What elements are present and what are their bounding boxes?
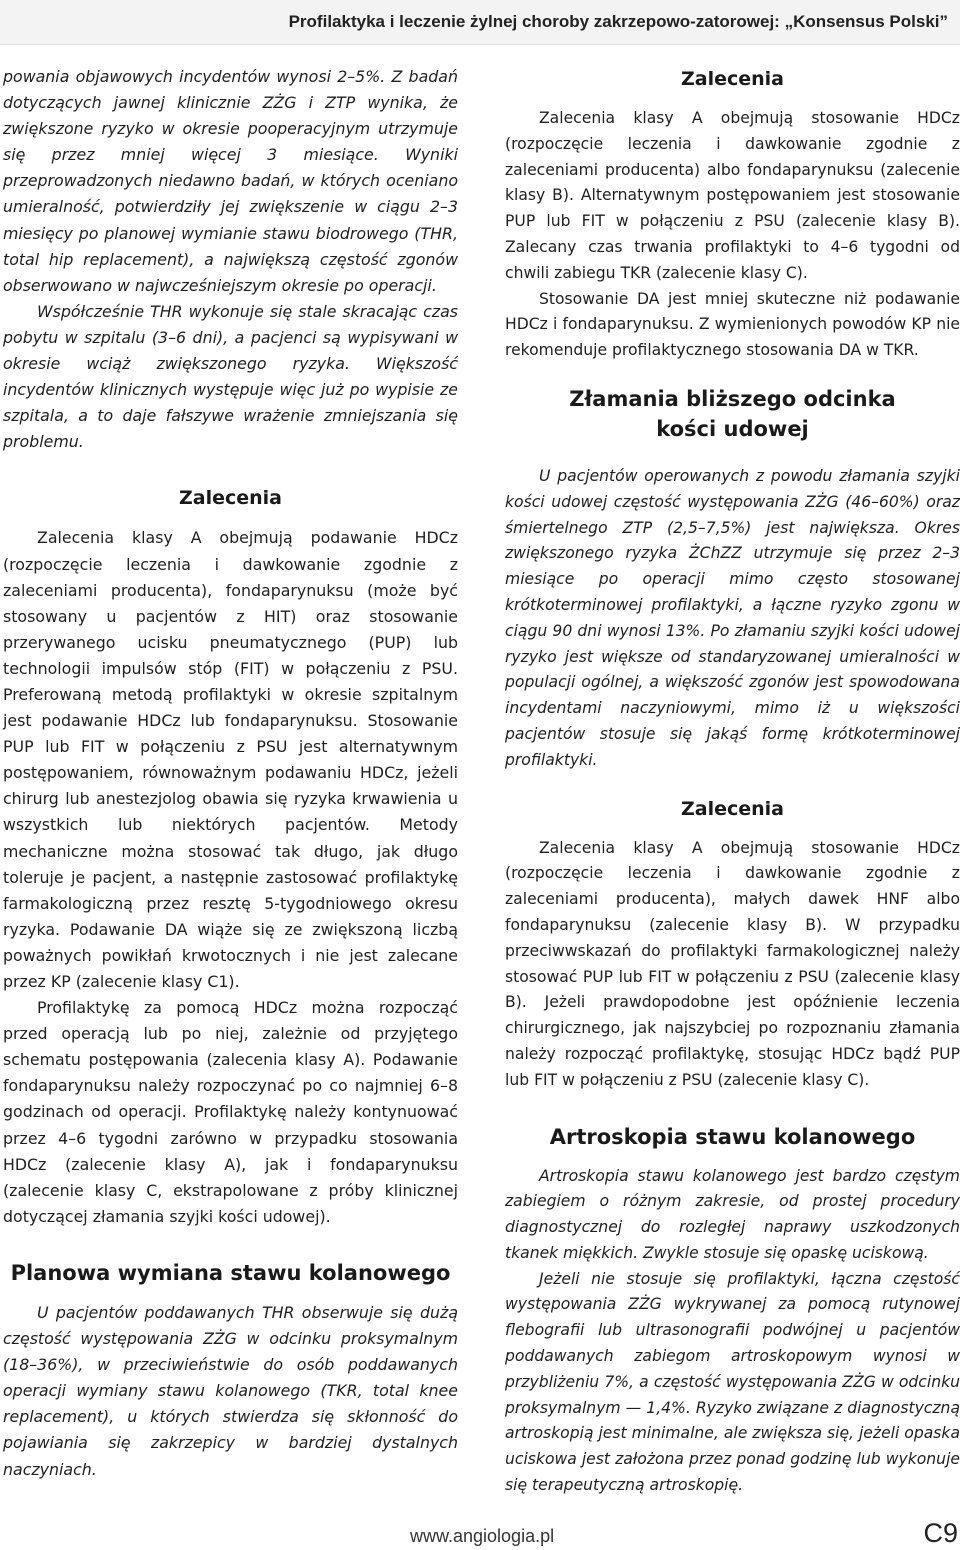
left-paragraph-3: Zalecenia klasy A obejmują podawanie HDCz (rozpoczęcie leczenia i dawkowanie zgodnie z zaleceniami producenta), fondaparynuksu (może być stosowany u pacjentów z HIT) oraz stosowanie przerywanego ucisku pneumatycznego (PUP) lub technologii impulsów stóp (FIT) w połączeniu z PSU. Preferowaną metodą profilaktyki w okresie szpitalnym jest podawanie HDCz lub fondaparynuksu. Stosowanie PUP lub FIT w połączeniu z PSU jest alternatywnym postępowaniem, równoważnym podawaniu HDCz, jeżeli chirurg lub anestezjolog obawia się ryzyka krwawienia u wszystkich lub niektórych pacjentów. Metody mechaniczne można stosować tak długo, jak długo toleruje je pacjent, a następnie zastosować profilaktykę farmakologiczną przez resztę 5-tygodniowego okresu ryzyka. Podawanie DA wiąże się ze zwiększoną liczbą poważnych powikłań krwotocznych i nie jest zalecane przez KP (zalecenie klasy C1). bbox=[3, 528, 458, 991]
running-title: Profilaktyka i leczenie żylnej choroby zakrzepowo-zatorowej: „Konsensus Polski” bbox=[288, 12, 948, 31]
page-number: C9 bbox=[923, 1518, 958, 1548]
right-heading-hip-fracture-line-1: Złamania bliższego odcinka bbox=[569, 386, 896, 411]
right-paragraph-2: Stosowanie DA jest mniej skuteczne niż podawanie HDCz i fondaparynuksu. Z wymienionych powodów KP nie rekomenduje profilaktycznego stosowania DA w TKR. bbox=[505, 289, 960, 360]
right-heading-recommendations-1: Zalecenia bbox=[680, 68, 784, 90]
right-heading-hip-fracture-line-2: kości udowej bbox=[656, 416, 809, 441]
right-heading-recommendations-2: Zalecenia bbox=[680, 797, 784, 820]
left-paragraph-5: U pacjentów poddawanych THR obserwuje się dużą częstość występowania ZŻG w odcinku proksymalnym (18–36%), w przeciwieństwie do osób poddawanych operacji wymiany stawu kolanowego (TKR, total knee replacement), u których stwierdza się skłonność do pojawiania się zakrzepicy w bardziej dystalnych naczyniach. bbox=[3, 1302, 458, 1479]
left-heading-recommendations: Zalecenia bbox=[178, 487, 282, 510]
right-paragraph-4: Zalecenia klasy A obejmują stosowanie HDCz (rozpoczęcie leczenia i dawkowanie zgodnie z zaleceniami producenta), małych dawek HNF albo fondaparynuksu (zalecenie klasy B). W przypadku przeciwwskazań do profilaktyki farmakologicznej należy stosować PUP lub FIT w połączeniu z PSU (zalecenie klasy B). Jeżeli prawdopodobne jest opóźnienie leczenia chirurgicznego, jak najszybciej po rozpoznaniu złamania należy rozpocząć profilaktykę, stosując HDCz bądź PUP lub FIT w połączeniu z PSU (zalecenie klasy C). bbox=[505, 838, 960, 1089]
right-paragraph-1: Zalecenia klasy A obejmują stosowanie HDCz (rozpoczęcie leczenia i dawkowanie zgodnie z zaleceniami producenta) albo fondaparynuksu (zalecenie klasy B). Alternatywnym postępowaniem jest stosowanie PUP lub FIT w połączeniu z PSU (zalecenie klasy B). Zalecany czas trwania profilaktyki to 4–6 tygodni od chwili zabiegu TKR (zalecenie klasy C). bbox=[505, 109, 960, 282]
footer-url: www.angiologia.pl bbox=[410, 1526, 555, 1546]
left-paragraph-1: powania objawowych incydentów wynosi 2–5%. Z badań dotyczących jawnej klinicznie ZŻG i ZTP wynika, że zwiększone ryzyko w okresie pooperacyjnym utrzymuje się przez mniej więcej 3 miesiące. Wyniki przeprowadzonych niedawno badań, w których oceniano umieralność, potwierdziły jej zwiększenie w ciągu 2–3 miesięcy po planowej wymianie stawu biodrowego (THR, total hip replacement), a największą częstość zgonów obserwowano w najwcześniejszym okresie po operacji. bbox=[3, 67, 458, 295]
left-heading-knee-replacement: Planowa wymiana stawu kolanowego bbox=[10, 1260, 451, 1285]
right-heading-arthroscopy: Artroskopia stawu kolanowego bbox=[549, 1124, 916, 1149]
right-paragraph-6: Jeżeli nie stosuje się profilaktyki, łączna częstość występowania ZŻG wykrywanej za pomocą rutynowej flebografii lub ultrasonografii podwójnej u pacjentów poddawanych zabiegom artroskopowym wynosi w przybliżeniu 7%, a częstość występowania ZŻG w odcinku proksymalnym — 1,4%. Ryzyko związane z diagnostyczną artroskopią jest minimalne, ale zwiększa się, jeżeli opaska uciskowa jest założona przez ponad godzinę lub wykonuje się terapeutyczną artroskopię. bbox=[505, 1269, 960, 1495]
right-column bbox=[505, 64, 960, 1499]
left-column bbox=[3, 64, 458, 1483]
right-paragraph-5: Artroskopia stawu kolanowego jest bardzo częstym zabiegiem o różnym zakresie, od prostej procedury diagnostycznej do rozległej naprawy uszkodzonych tkanek miękkich. Zwykle stosuje się opaskę uciskową. bbox=[505, 1166, 960, 1262]
left-paragraph-4: Profilaktykę za pomocą HDCz można rozpocząć przed operacją lub po niej, zależnie od przyjętego schematu postępowania (zalecenia klasy A). Podawanie fondaparynuksu należy rozpoczynać po co najmniej 6–8 godzinach od operacji. Profilaktykę należy kontynuować przez 4–6 tygodni zarówno w przypadku stosowania HDCz (zalecenie klasy A), jak i fondaparynuksu (zalecenie klasy C, ekstrapolowane z próby klinicznej dotyczącej złamania szyjki kości udowej). bbox=[3, 998, 458, 1226]
right-heading-hip-fracture bbox=[505, 384, 960, 444]
right-paragraph-3: U pacjentów operowanych z powodu złamania szyjki kości udowej częstość występowania ZŻG (46–60%) oraz śmiertelnego ZTP (2,5–7,5%) jest największa. Okres zwiększonego ryzyka ŻChZZ utrzymuje się przez 2–3 miesiące po operacji mimo często stosowanej krótkoterminowej profilaktyki, a łączne ryzyko zgonu w ciągu 90 dni wynosi 13%. Po złamaniu szyjki kości udowej ryzyko jest większe od standaryzowanej umieralności w populacji ogólnej, a większość zgonów jest spowodowana incydentami naczyniowymi, mimo iż u większości pacjentów stosuje się jakąś formę krótkoterminowej profilaktyki. bbox=[505, 466, 960, 769]
left-paragraph-2: Współcześnie THR wykonuje się stale skracając czas pobytu w szpitalu (3–6 dni), a pacjenci są wypisywani w okresie wciąż zwiększonego ryzyka. Większość incydentów klinicznych występuje więc już po wypisie ze szpitala, a to daje fałszywe wrażenie zmniejszania się problemu. bbox=[3, 301, 458, 452]
running-header bbox=[0, 0, 960, 45]
